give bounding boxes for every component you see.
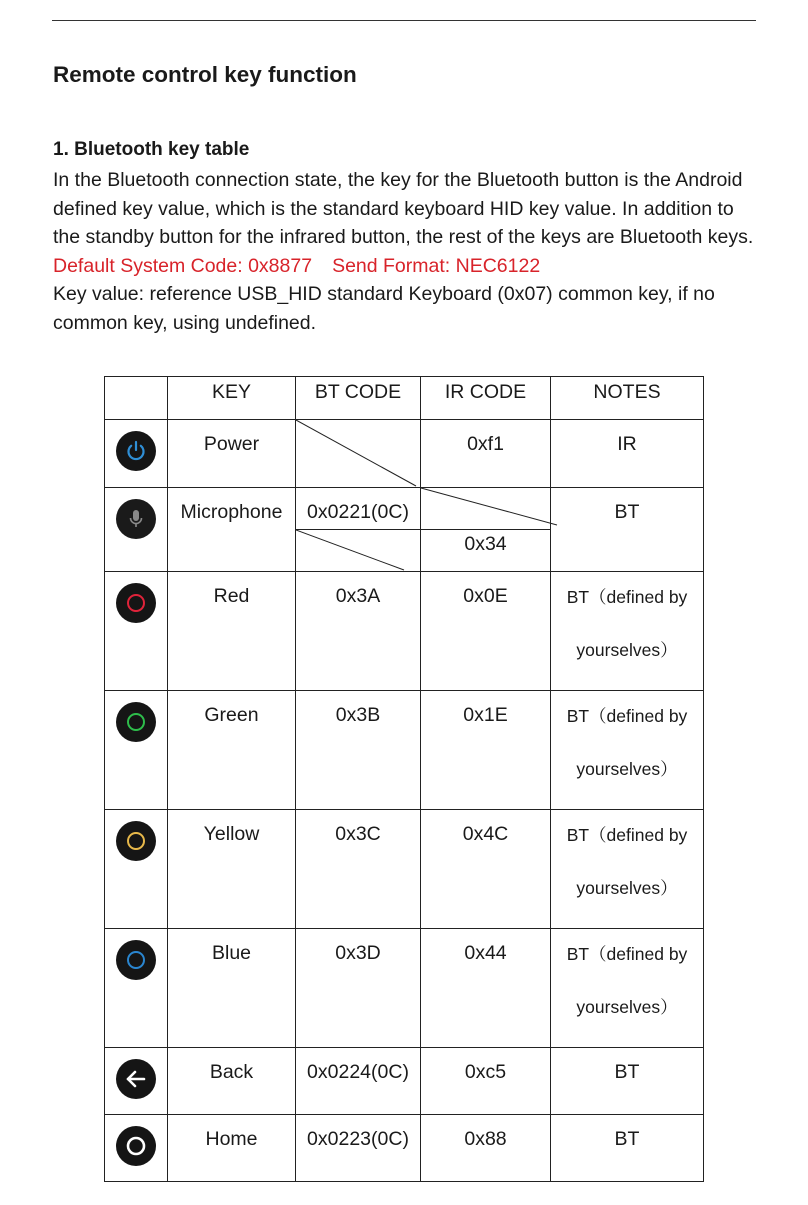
notes: BT（defined by yourselves） — [551, 691, 704, 810]
table-header-row — [105, 377, 704, 420]
ir-code-empty — [421, 488, 551, 530]
ir-code: 0x1E — [421, 691, 551, 810]
icon-cell — [105, 929, 168, 1048]
home-icon — [123, 1133, 149, 1159]
header-notes: NOTES — [551, 377, 704, 420]
green-key — [116, 702, 156, 742]
notes: BT — [551, 1048, 704, 1115]
bt-code: 0x3D — [296, 929, 421, 1048]
ir-code: 0x88 — [421, 1115, 551, 1182]
table-row — [105, 810, 704, 929]
key-name: Blue — [168, 929, 296, 1048]
home-key — [116, 1126, 156, 1166]
key-name: Home — [168, 1115, 296, 1182]
key-name: Back — [168, 1048, 296, 1115]
icon-cell — [105, 572, 168, 691]
back-arrow-icon — [123, 1066, 149, 1092]
bt-code-empty — [296, 530, 421, 572]
blue-key — [116, 940, 156, 980]
key-name: Green — [168, 691, 296, 810]
bt-code: 0x0221(0C) — [296, 488, 421, 530]
notes: IR — [551, 420, 704, 488]
top-rule — [52, 20, 756, 21]
bt-code: 0x3B — [296, 691, 421, 810]
bt-code: 0x0224(0C) — [296, 1048, 421, 1115]
header-ir-code: IR CODE — [421, 377, 551, 420]
key-name: Microphone — [168, 488, 296, 572]
microphone-key — [116, 499, 156, 539]
ir-code: 0xf1 — [421, 420, 551, 488]
icon-cell — [105, 488, 168, 572]
power-key — [116, 431, 156, 471]
page-title: Remote control key function — [53, 62, 357, 87]
diagonal-slash — [296, 530, 421, 572]
yellow-key — [116, 821, 156, 861]
bt-code: 0x0223(0C) — [296, 1115, 421, 1182]
table-row — [105, 929, 704, 1048]
notes: BT（defined by yourselves） — [551, 929, 704, 1048]
table-row — [105, 572, 704, 691]
notes: BT（defined by yourselves） — [551, 572, 704, 691]
icon-cell — [105, 691, 168, 810]
power-icon — [124, 439, 148, 463]
key-name: Yellow — [168, 810, 296, 929]
notes: BT（defined by yourselves） — [551, 810, 704, 929]
blue-circle-icon — [127, 951, 145, 969]
header-bt-code: BT CODE — [296, 377, 421, 420]
ir-code: 0x44 — [421, 929, 551, 1048]
bt-code-empty — [296, 420, 421, 488]
system-code-line — [53, 252, 763, 281]
header-key: KEY — [168, 377, 296, 420]
ir-code: 0xc5 — [421, 1048, 551, 1115]
icon-cell — [105, 420, 168, 488]
system-code: Default System Code: 0x8877 — [53, 254, 313, 277]
icon-cell — [105, 1115, 168, 1182]
icon-cell — [105, 1048, 168, 1115]
icon-cell — [105, 810, 168, 929]
yellow-circle-icon — [127, 832, 145, 850]
key-name: Red — [168, 572, 296, 691]
bt-code: 0x3C — [296, 810, 421, 929]
ir-code: 0x4C — [421, 810, 551, 929]
intro-paragraph: In the Bluetooth connection state, the key for the Bluetooth button is the Android defined key value, which is the standard keyboard HID key value. In addition to the standby button for the infrared button, the rest of the keys are Bluetooth keys. — [53, 169, 754, 248]
diagonal-slash — [296, 420, 421, 488]
key-name: Power — [168, 420, 296, 488]
back-key — [116, 1059, 156, 1099]
notes: BT — [551, 488, 704, 572]
red-circle-icon — [127, 594, 145, 612]
ir-code: 0x34 — [421, 530, 551, 572]
section-title: 1. Bluetooth key table — [53, 139, 250, 160]
table-row — [105, 420, 704, 488]
send-format: Send Format: NEC6122 — [332, 254, 541, 277]
green-circle-icon — [127, 713, 145, 731]
table-row — [105, 1115, 704, 1182]
key-table — [104, 376, 704, 1182]
header-icon-cell — [105, 377, 168, 420]
table-row — [105, 1048, 704, 1115]
key-value-note: Key value: reference USB_HID standard Keyboard (0x07) common key, if no common key, using undefined. — [53, 283, 715, 334]
intro-text — [53, 166, 763, 337]
notes: BT — [551, 1115, 704, 1182]
table-row — [105, 488, 704, 530]
ir-code: 0x0E — [421, 572, 551, 691]
table-row — [105, 691, 704, 810]
red-key — [116, 583, 156, 623]
microphone-icon — [125, 507, 147, 531]
bt-code: 0x3A — [296, 572, 421, 691]
